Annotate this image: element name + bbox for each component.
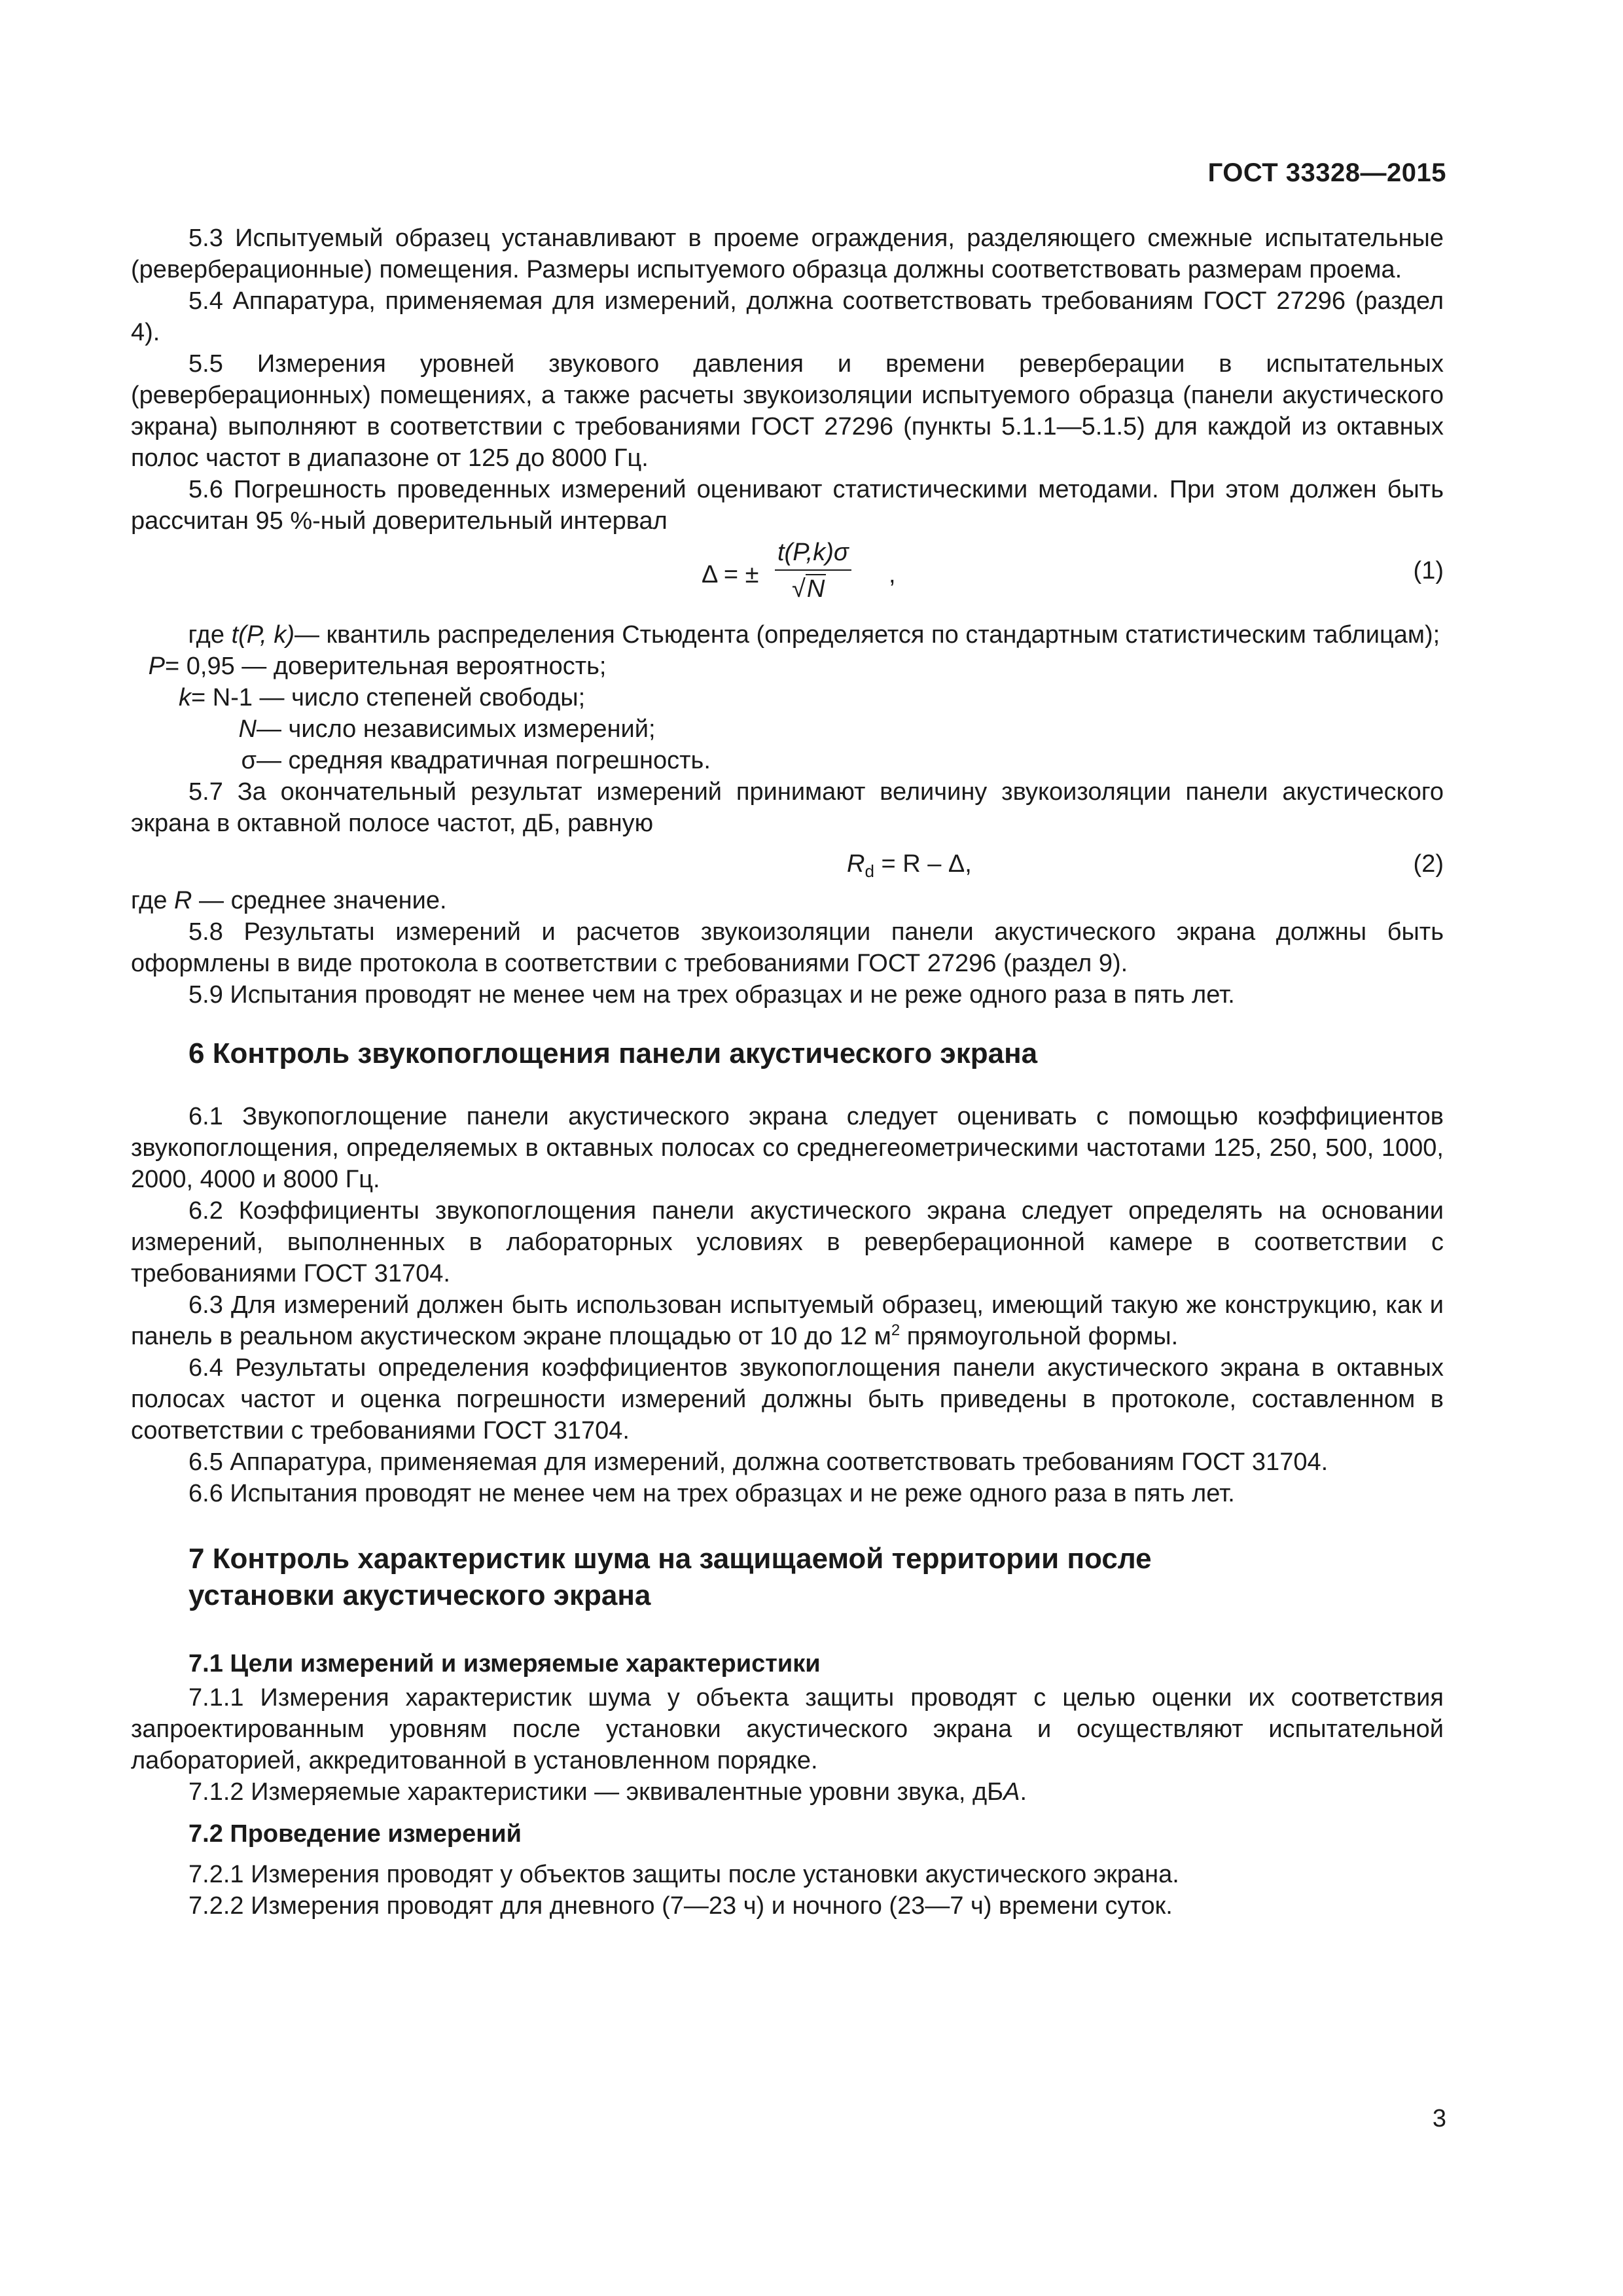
paragraph-6-2: 6.2 Коэффициенты звукопоглощения панели акустического экрана следует определять на основании измерений, выполненных в лабораторных условиях в реверберационной камере в соответствии с требованиями ГОСТ 31704.: [131, 1197, 1444, 1287]
paragraph-7-2-2: 7.2.2 Измерения проводят для дневного (7—23 ч) и ночного (23—7 ч) времени суток.: [188, 1892, 1173, 1920]
paragraph-5-3: 5.3 Испытуемый образец устанавливают в проеме ограждения, разделяющего смежные испытательные (реверберационные) помещения. Размеры испытуемого образца должны соответствовать размерам проема.: [131, 224, 1444, 283]
paragraph-7-1-1: 7.1.1 Измерения характеристик шума у объекта защиты проводят с целью оценки их соответствия запроектированным уровням после установки акустического экрана и осуществляют испытательной лабораторией, аккредитованной в установленном порядке.: [131, 1684, 1444, 1774]
formula-1-numerator: t(P,k)σ: [775, 537, 851, 571]
formula-1: [131, 537, 1444, 615]
paragraph-5-6: 5.6 Погрешность проведенных измерений оценивают статистическими методами. При этом должен быть рассчитан 95 %-ный доверительный интервал: [131, 476, 1444, 535]
formula-2-legend: [131, 885, 1444, 916]
legend-symbol: R: [174, 887, 192, 914]
legend-row-k: [131, 682, 1444, 713]
page-number: 3: [1432, 2105, 1446, 2132]
paragraph-5-5: 5.5 Измерения уровней звукового давления и времени реверберации в испытательных (реверберационных) помещениях, а также расчеты звукоизоляции испытуемого образца (панели акустического экрана) выполняют в соответствии с требованиями ГОСТ 27296 (пункты 5.1.1—5.1.5) для каждой из октавных полос частот в диапазоне от 125 до 8000 Гц.: [131, 350, 1444, 472]
paragraph-6-3-end: прямоугольной формы.: [900, 1323, 1179, 1350]
sqrt-symbol: √: [792, 575, 806, 603]
paragraph-6-6: 6.6 Испытания проводят не менее чем на трех образцах и не реже одного раза в пять лет.: [188, 1480, 1235, 1507]
formula-1-sqrt-arg: N: [806, 575, 825, 603]
formula-2-r: R: [847, 850, 865, 878]
legend-row-sigma: [131, 745, 1444, 776]
legend-symbol: P: [148, 653, 165, 680]
legend-description: = 0,95 — доверительная вероятность;: [165, 653, 607, 680]
formula-1-number: (1): [1413, 557, 1444, 584]
standard-header: ГОСТ 33328—2015: [1207, 158, 1446, 187]
paragraph-5-7: 5.7 За окончательный результат измерений принимают величину звукоизоляции панели акустического экрана в октавной полосе частот, дБ, равную: [131, 778, 1444, 837]
formula-1-lhs: Δ = ±: [702, 561, 759, 588]
legend-description: — среднее значение.: [192, 887, 447, 914]
paragraph-6-3: [131, 1289, 1444, 1352]
unit-a-weighting: А: [1003, 1778, 1020, 1806]
page-content: [131, 223, 1444, 1922]
legend-symbol: N: [238, 715, 257, 743]
legend-description: — число независимых измерений;: [257, 715, 656, 743]
formula-2-number: (2): [1413, 850, 1444, 878]
legend-row-n: [131, 713, 1444, 745]
legend-where-label: где: [131, 887, 175, 914]
legend-description: — квантиль распределения Стьюдента (определяется по стандартным статистическим таблицам);: [294, 621, 1440, 649]
legend-row-t: [131, 619, 1444, 651]
legend-symbol: σ: [241, 747, 257, 774]
paragraph-6-5: 6.5 Аппаратура, применяемая для измерений, должна соответствовать требованиям ГОСТ 31704.: [188, 1448, 1329, 1476]
paragraph-7-1-2: [131, 1776, 1444, 1808]
paragraph-7-2-1: 7.2.1 Измерения проводят у объектов защиты после установки акустического экрана.: [188, 1861, 1179, 1888]
paragraph-5-9: 5.9 Испытания проводят не менее чем на трех образцах и не реже одного раза в пять лет.: [188, 981, 1235, 1009]
paragraph-6-1: 6.1 Звукопоглощение панели акустического экрана следует оценивать с помощью коэффициентов звукопоглощения, определяемых в октавных полосах со среднегеометрическими частотами 125, 250, 500, 1000, 2000, 4000 и 8000 Гц.: [131, 1103, 1444, 1193]
formula-1-denominator: [792, 573, 826, 605]
subsection-7-1-heading: 7.1 Цели измерений и измеряемые характеристики: [188, 1650, 821, 1677]
formula-2-expression: [847, 848, 972, 880]
paragraph-7-1-2-end: .: [1020, 1778, 1027, 1806]
formula-1-legend: [131, 619, 1444, 776]
legend-where-label: где: [188, 621, 232, 649]
section-6-heading: 6 Контроль звукопоглощения панели акустического экрана: [188, 1037, 1038, 1069]
paragraph-7-1-2-text: 7.1.2 Измеряемые характеристики — эквивалентные уровни звука, дБ: [188, 1778, 1004, 1806]
paragraph-6-3-text: 6.3 Для измерений должен быть использован испытуемый образец, имеющий такую же конструкцию, как и панель в реальном акустическом экране площадью от 10 до 12 м: [131, 1291, 1444, 1350]
section-7-heading-line-2: установки акустического экрана: [188, 1579, 651, 1611]
superscript-2: 2: [891, 1321, 901, 1339]
paragraph-5-4: 5.4 Аппаратура, применяемая для измерений, должна соответствовать требованиям ГОСТ 27296 (раздел 4).: [131, 287, 1444, 346]
formula-2-subscript: d: [865, 861, 874, 881]
subsection-7-2-heading: 7.2 Проведение измерений: [188, 1820, 522, 1848]
formula-1-comma: ,: [889, 561, 896, 588]
legend-symbol: k: [179, 684, 191, 711]
section-7-heading: [188, 1541, 1444, 1614]
section-7-heading-line-1: 7 Контроль характеристик шума на защищаемой территории после: [188, 1543, 1152, 1575]
legend-symbol: t(P, k): [231, 621, 294, 649]
legend-description: = N-1 — число степеней свободы;: [191, 684, 586, 711]
legend-description: — средняя квадратичная погрешность.: [257, 747, 711, 774]
paragraph-5-8: 5.8 Результаты измерений и расчетов звукоизоляции панели акустического экрана должны быть оформлены в виде протокола в соответствии с требованиями ГОСТ 27296 (раздел 9).: [131, 918, 1444, 977]
legend-row-p: [131, 651, 1444, 682]
formula-2-rest: = R – Δ,: [874, 850, 972, 878]
formula-2: [131, 843, 1444, 885]
paragraph-6-4: 6.4 Результаты определения коэффициентов звукопоглощения панели акустического экрана в октавных полосах частот и оценка погрешности измерений должны быть приведены в протоколе, составленном в соответствии с требованиями ГОСТ 31704.: [131, 1354, 1444, 1444]
